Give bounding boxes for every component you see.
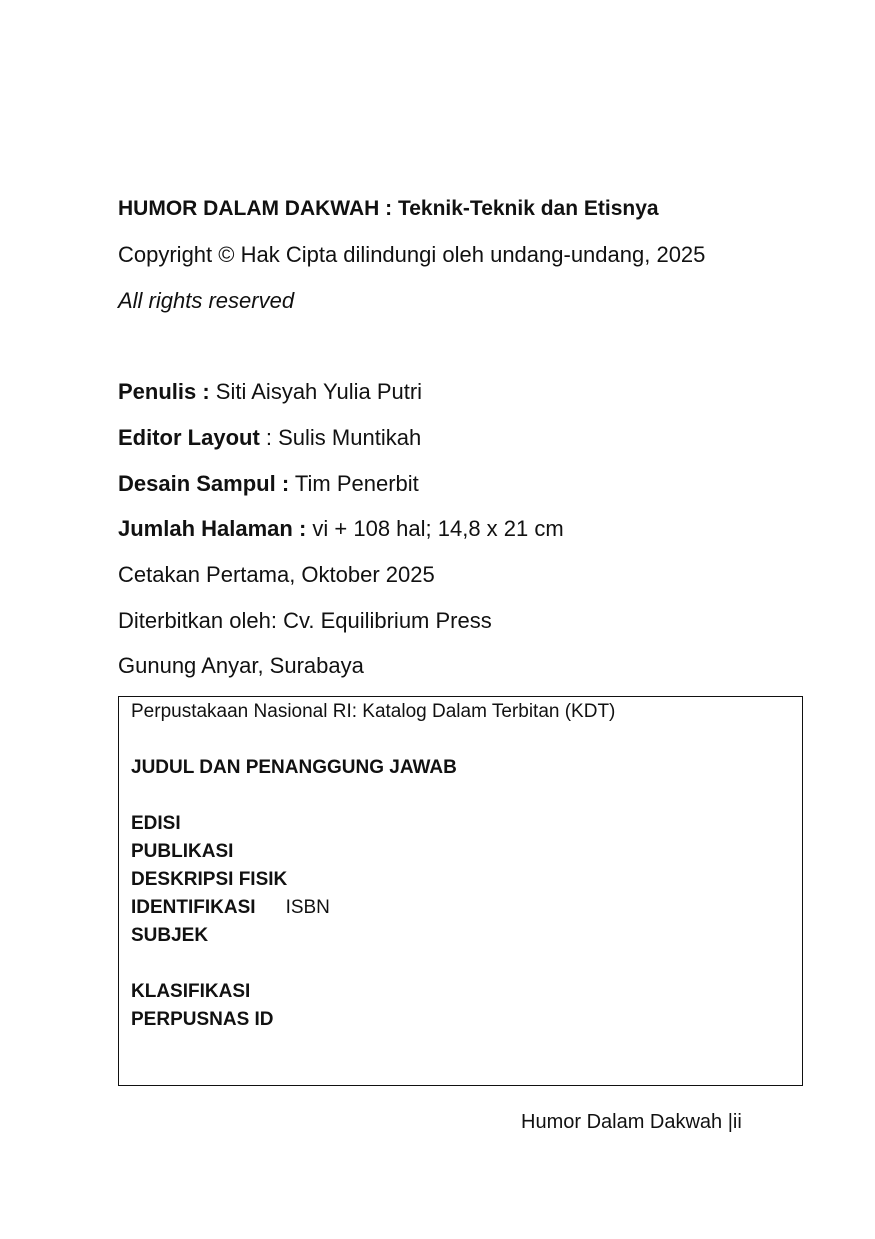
credit-label: Penulis : (118, 379, 210, 404)
kdt-field-subjek (131, 925, 208, 947)
credit-editor (118, 425, 421, 451)
kdt-field-identifikasi (131, 897, 330, 919)
book-title: HUMOR DALAM DAKWAH : Teknik-Teknik dan Etisnya (118, 197, 659, 220)
credit-label: Editor Layout (118, 425, 260, 450)
copyright-line: Copyright © Hak Cipta dilindungi oleh undang-undang, 2025 (118, 242, 706, 267)
kdt-field-publikasi (131, 841, 233, 863)
kdt-field-label: DESKRIPSI FISIK (131, 869, 288, 890)
kdt-field-label: KLASIFIKASI (131, 981, 251, 1002)
kdt-field-label: SUBJEK (131, 925, 209, 946)
credit-cover-design (118, 471, 419, 497)
kdt-field-deskripsi-fisik (131, 869, 287, 891)
credit-page-count (118, 516, 564, 542)
credit-value: Siti Aisyah Yulia Putri (209, 379, 423, 404)
location-line: Gunung Anyar, Surabaya (118, 653, 364, 678)
kdt-field-label: EDISI (131, 813, 181, 834)
credit-label: Desain Sampul : (118, 471, 290, 496)
kdt-field-perpusnas-id (131, 1009, 274, 1031)
credit-value: vi + 108 hal; 14,8 x 21 cm (306, 516, 564, 541)
kdt-field-label: IDENTIFIKASI (131, 897, 256, 918)
kdt-field-edisi (131, 813, 181, 835)
edition-line: Cetakan Pertama, Oktober 2025 (118, 562, 435, 587)
kdt-field-klasifikasi (131, 981, 250, 1003)
credit-author (118, 379, 422, 405)
kdt-catalog-box (118, 696, 803, 1086)
kdt-field-label: PUBLIKASI (131, 841, 234, 862)
kdt-field-value: ISBN (285, 897, 330, 918)
credit-value: Tim Penerbit (289, 471, 419, 496)
kdt-field-label: PERPUSNAS ID (131, 1009, 274, 1030)
rights-line: All rights reserved (118, 288, 295, 313)
kdt-title-row (131, 757, 457, 779)
kdt-title-label: JUDUL DAN PENANGGUNG JAWAB (131, 757, 457, 778)
credit-label: Jumlah Halaman : (118, 516, 307, 541)
kdt-heading: Perpustakaan Nasional RI: Katalog Dalam Terbitan (KDT) (131, 701, 616, 722)
running-footer: Humor Dalam Dakwah |ii (521, 1111, 742, 1133)
publisher-line: Diterbitkan oleh: Cv. Equilibrium Press (118, 608, 492, 633)
credit-value: : Sulis Muntikah (259, 425, 422, 450)
